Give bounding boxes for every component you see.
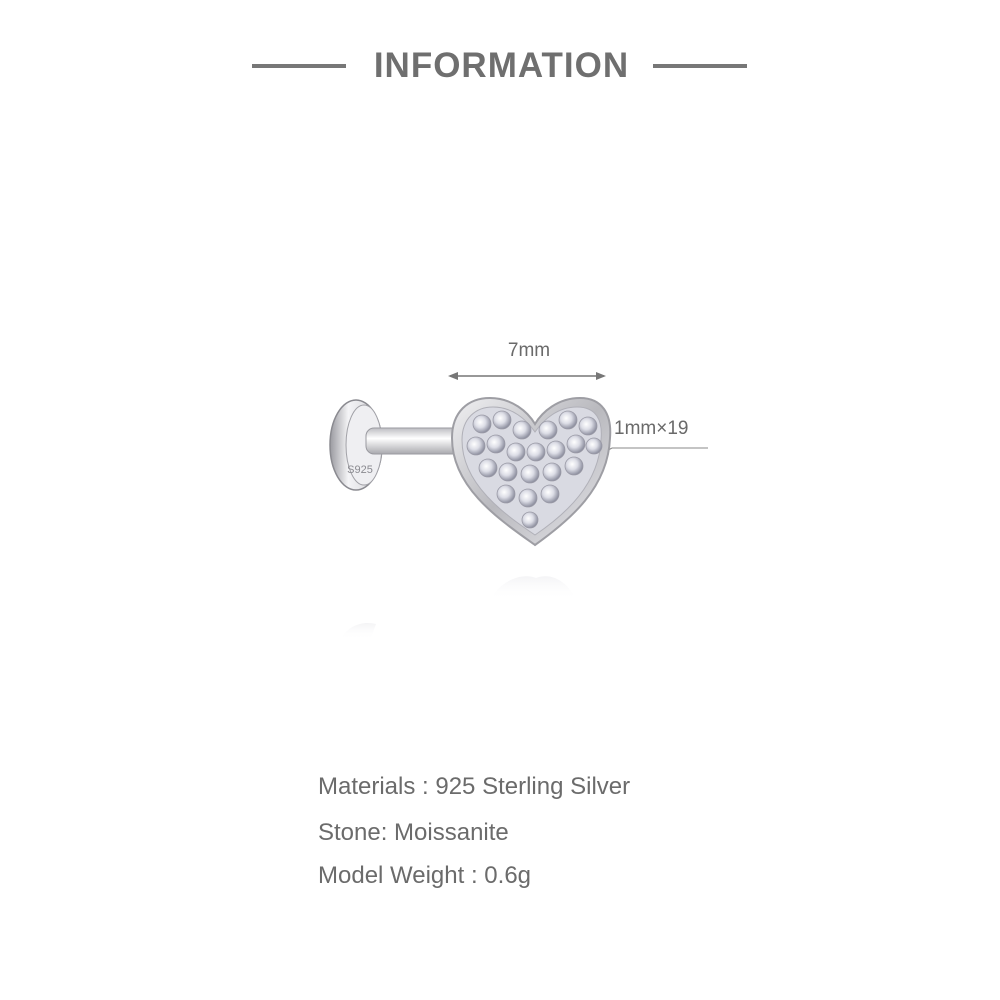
spec-materials: Materials : 925 Sterling Silver: [318, 773, 631, 800]
width-dimension-arrow: [448, 372, 606, 380]
spec-stone: Stone: Moissanite: [318, 819, 509, 846]
spec-list: [318, 770, 838, 891]
stone-size-label: 1mm×19: [614, 418, 689, 439]
width-dimension-label: 7mm: [507, 340, 551, 361]
header-title: INFORMATION: [373, 46, 630, 85]
earring-post: [366, 428, 462, 454]
heart-setting: [452, 398, 610, 545]
header-rule-left: [252, 64, 346, 68]
stamp-text: S925: [347, 464, 373, 476]
heart-stud-earring-image: [300, 320, 740, 680]
header-rule-right: [653, 64, 747, 68]
spec-model-weight: Model Weight : 0.6g: [318, 862, 532, 889]
earring-reflection: [340, 576, 576, 640]
